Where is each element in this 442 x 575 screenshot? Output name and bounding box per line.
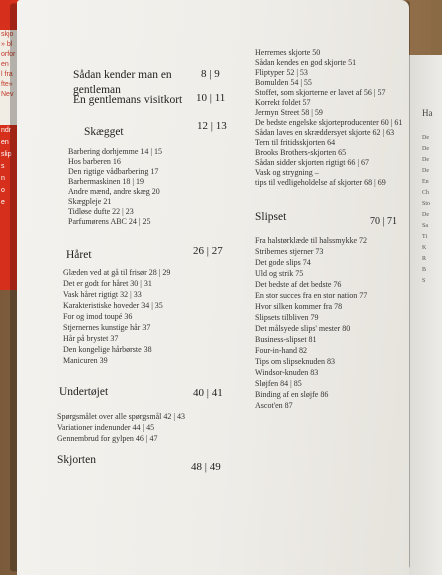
section-title: En gentlemans visitkort	[73, 94, 183, 106]
list-item: Four-in-hand 82	[255, 346, 308, 355]
next-page-fragment: Sto	[422, 201, 431, 207]
list-item: Den rigtige vådbarbering 17	[68, 167, 159, 176]
section-pages: 26 | 27	[193, 245, 223, 257]
side-book-fragment: skjo	[1, 31, 14, 38]
side-book-fragment: slip	[1, 151, 12, 158]
list-item: tips til vedligeholdelse af skjorter 68 | 69	[255, 178, 386, 187]
list-item: Vask og strygning –	[255, 168, 319, 177]
side-book-fragment: en	[1, 61, 9, 68]
list-item: Uld og strik 75	[255, 269, 304, 278]
list-item: Vask håret rigtigt 32 | 33	[63, 290, 142, 299]
list-item: Hvor silken kommer fra 78	[255, 302, 343, 311]
list-item: Tern til fritidsskjorten 64	[255, 138, 336, 147]
list-item: Windsor-knuden 83	[255, 368, 319, 377]
list-item: Brooks Brothers-skjorten 65	[255, 148, 347, 157]
list-item: Hår på brystet 37	[63, 334, 119, 343]
list-item: Hos barberen 16	[68, 157, 121, 166]
list-item: Sådan sidder skjorten rigtigt 66 | 67	[255, 158, 370, 167]
list-item: Slipsets tilbliven 79	[255, 313, 319, 322]
side-book-fragment: ndr	[1, 127, 12, 134]
side-book-fragment: fte»	[1, 81, 13, 88]
list-item: Tips om slipseknuden 83	[255, 357, 335, 366]
list-item: Det målsyede slips' mester 80	[255, 324, 351, 333]
list-item: Stoffet, som skjorterne er lavet af 56 | 57	[255, 88, 386, 97]
list-item: Tidløse dufte 22 | 23	[68, 207, 134, 216]
list-item: Sådan laves en skræddersyet skjorte 62 | 63	[255, 128, 395, 137]
list-item: Barbering dorhjemme 14 | 15	[68, 147, 163, 156]
list-item: Andre mænd, andre skæg 20	[68, 187, 160, 196]
side-book-fragment: » bl	[1, 41, 13, 48]
list-item: Sløjfen 84 | 85	[255, 379, 302, 388]
list-item: Fra halstørklæde til halssmykke 72	[255, 236, 367, 245]
next-page-fragment: De	[422, 212, 429, 218]
next-page-fragment: De	[422, 146, 429, 152]
next-page-fragment: R	[422, 256, 427, 262]
next-page-fragment: Ch	[422, 190, 430, 196]
list-item: Det er godt for håret 30 | 31	[63, 279, 152, 288]
side-book-fragment: orfor	[1, 51, 16, 58]
section-title: Skjorten	[57, 454, 96, 466]
section-title: Skægget	[84, 126, 124, 138]
list-item: Korrekt foldet 57	[255, 98, 311, 107]
list-item: Manicuren 39	[63, 356, 108, 365]
list-item: Det gode slips 74	[255, 258, 311, 267]
section-pages: 40 | 41	[193, 387, 223, 399]
list-item: Ascot'en 87	[255, 401, 293, 410]
next-page-fragment: De	[422, 135, 429, 141]
list-item: Barbermaskinen 18 | 19	[68, 177, 145, 186]
side-book-fragment: o	[1, 187, 5, 194]
section-pages: 8 | 9	[201, 68, 220, 80]
contents-page	[17, 0, 409, 575]
next-page-heading: Ha	[422, 108, 433, 118]
list-item: En stor succes fra en stor nation 77	[255, 291, 368, 300]
list-item: For og imod toupé 36	[63, 312, 133, 321]
side-book-fragment: en	[1, 139, 9, 146]
list-item: Stribernes stjerner 73	[255, 247, 324, 256]
list-item: Variationer indenunder 44 | 45	[57, 423, 155, 432]
next-page-fragment: K	[422, 245, 427, 251]
list-item: Binding af en sløjfe 86	[255, 390, 329, 399]
section-title: Slipset	[255, 211, 287, 223]
list-item: Karakteristiske hoveder 34 | 35	[63, 301, 163, 310]
section-pages: 10 | 11	[196, 92, 226, 104]
section-pages: 48 | 49	[191, 461, 221, 473]
list-item: Glæden ved at gå til frisør 28 | 29	[63, 268, 171, 277]
list-item: Skægpleje 21	[68, 197, 112, 206]
list-item: Fliptyper 52 | 53	[255, 68, 308, 77]
side-book-fragment: n	[1, 175, 5, 182]
list-item: Stjernernes kunstige hår 37	[63, 323, 151, 332]
list-item: Spørgsmålet over alle spørgsmål 42 | 43	[57, 412, 185, 421]
list-item: Herrernes skjorte 50	[255, 48, 321, 57]
next-page-fragment: De	[422, 157, 429, 163]
next-page-fragment: Ti	[422, 234, 428, 240]
section-title: Sådan kender man en gentleman	[73, 69, 172, 96]
section-title: Håret	[66, 249, 92, 261]
list-item: Business-slipset 81	[255, 335, 317, 344]
next-page-fragment: De	[422, 168, 429, 174]
section-title: Undertøjet	[59, 386, 109, 398]
list-item: Den kongelige hårbørste 38	[63, 345, 152, 354]
list-item: Parfumørens ABC 24 | 25	[68, 217, 151, 226]
side-book-fragment: s	[1, 163, 5, 170]
next-page-fragment: S	[422, 278, 426, 284]
next-page-fragment: B	[422, 267, 427, 273]
next-page-fragment: Sa	[422, 223, 428, 229]
side-book-fragment: l fra	[1, 71, 13, 78]
list-item: Bomulden 54 | 55	[255, 78, 312, 87]
side-book-fragment: e	[1, 199, 5, 206]
next-page-fragment: En	[422, 179, 429, 185]
section-pages: 70 | 71	[370, 216, 398, 227]
list-item: Gennembrud for gylpen 46 | 47	[57, 434, 158, 443]
list-item: Det bedste af det bedste 76	[255, 280, 342, 289]
section-pages: 12 | 13	[197, 120, 227, 132]
side-book-fragment: Nev	[1, 91, 14, 98]
list-item: Sådan kendes en god skjorte 51	[255, 58, 357, 67]
list-item: De bedste engelske skjorteproducenter 60 | 61	[255, 118, 403, 127]
list-item: Jermyn Street 58 | 59	[255, 108, 323, 117]
